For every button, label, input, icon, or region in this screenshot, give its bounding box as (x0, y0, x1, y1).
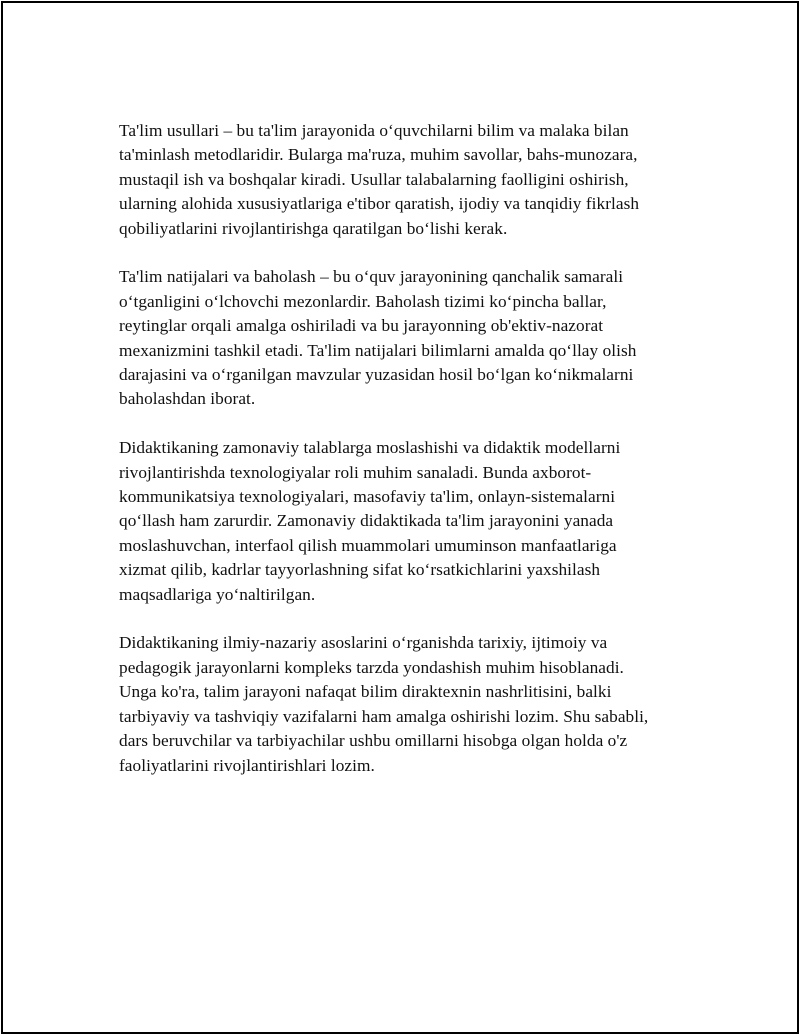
paragraph-theoretical-foundations (119, 631, 689, 777)
text-line: rivojlantirishda texnologiyalar roli muhim sanaladi. Bunda axborot- (119, 462, 592, 482)
text-line: o‘tganligini o‘lchovchi mezonlardir. Baholash tizimi ko‘pincha ballar, (119, 291, 607, 311)
text-line: Unga ko'ra, talim jarayoni nafaqat bilim diraktexnin nashrlitisini, balki (119, 682, 612, 702)
text-line: qobiliyatlarini rivojlantirishga qaratilgan bo‘lishi kerak. (119, 218, 508, 238)
text-line: baholashdan iborat. (119, 389, 256, 409)
text-line: reytinglar orqali amalga oshiriladi va bu jarayonning ob'ektiv-nazorat (119, 316, 604, 336)
text-line: mustaqil ish va boshqalar kiradi. Usullar talabalarning faolligini oshirish, (119, 169, 629, 189)
text-line: darajasini va o‘rganilgan mavzular yuzasidan hosil bo‘lgan ko‘nikmalarni (119, 365, 634, 385)
text-line: xizmat qilib, kadrlar tayyorlashning sifat ko‘rsatkichlarini yaxshilash (119, 560, 601, 580)
text-line: Ta'lim usullari – bu ta'lim jarayonida o‘quvchilarni bilim va malaka bilan (119, 121, 629, 140)
text-line: tarbiyaviy va tashviqiy vazifalarni ham amalga oshirishi lozim. Shu sababli, (119, 706, 649, 726)
paragraph-teaching-methods (119, 119, 689, 241)
text-line: mexanizmini tashkil etadi. Ta'lim natijalari bilimlarni amalda qo‘llay olish (119, 340, 637, 360)
text-line: dars beruvchilar va tarbiyachilar ushbu omillarni hisobga olgan holda o'z (119, 731, 628, 751)
text-line: pedagogik jarayonlarni kompleks tarzda yondashish muhim hisoblanadi. (119, 657, 624, 677)
document-page (1, 1, 799, 1034)
text-line: moslashuvchan, interfaol qilish muammolari umuminson manfaatlariga (119, 535, 617, 555)
text-line: Didaktikaning zamonaviy talablarga moslashishi va didaktik modellarni (119, 438, 621, 458)
text-line: Ta'lim natijalari va baholash – bu o‘quv jarayonining qanchalik samarali (119, 267, 624, 287)
text-line: maqsadlariga yo‘naltirilgan. (119, 584, 316, 604)
text-line: kommunikatsiya texnologiyalari, masofaviy ta'lim, onlayn-sistemalarni (119, 487, 616, 507)
text-line: qo‘llash ham zarurdir. Zamonaviy didaktikada ta'lim jarayonini yanada (119, 511, 614, 531)
text-line: ta'minlash metodlaridir. Bularga ma'ruza, muhim savollar, bahs-munozara, (119, 145, 638, 165)
text-line: ularning alohida xususiyatlariga e'tibor qaratish, ijodiy va tanqidiy fikrlash (119, 194, 640, 214)
text-line: faoliyatlarini rivojlantirishlari lozim. (119, 755, 375, 775)
paragraph-modern-didactics (119, 436, 689, 607)
paragraph-results-assessment (119, 265, 689, 411)
document-body (119, 119, 689, 802)
text-line: Didaktikaning ilmiy-nazariy asoslarini o‘rganishda tarixiy, ijtimoiy va (119, 633, 608, 653)
